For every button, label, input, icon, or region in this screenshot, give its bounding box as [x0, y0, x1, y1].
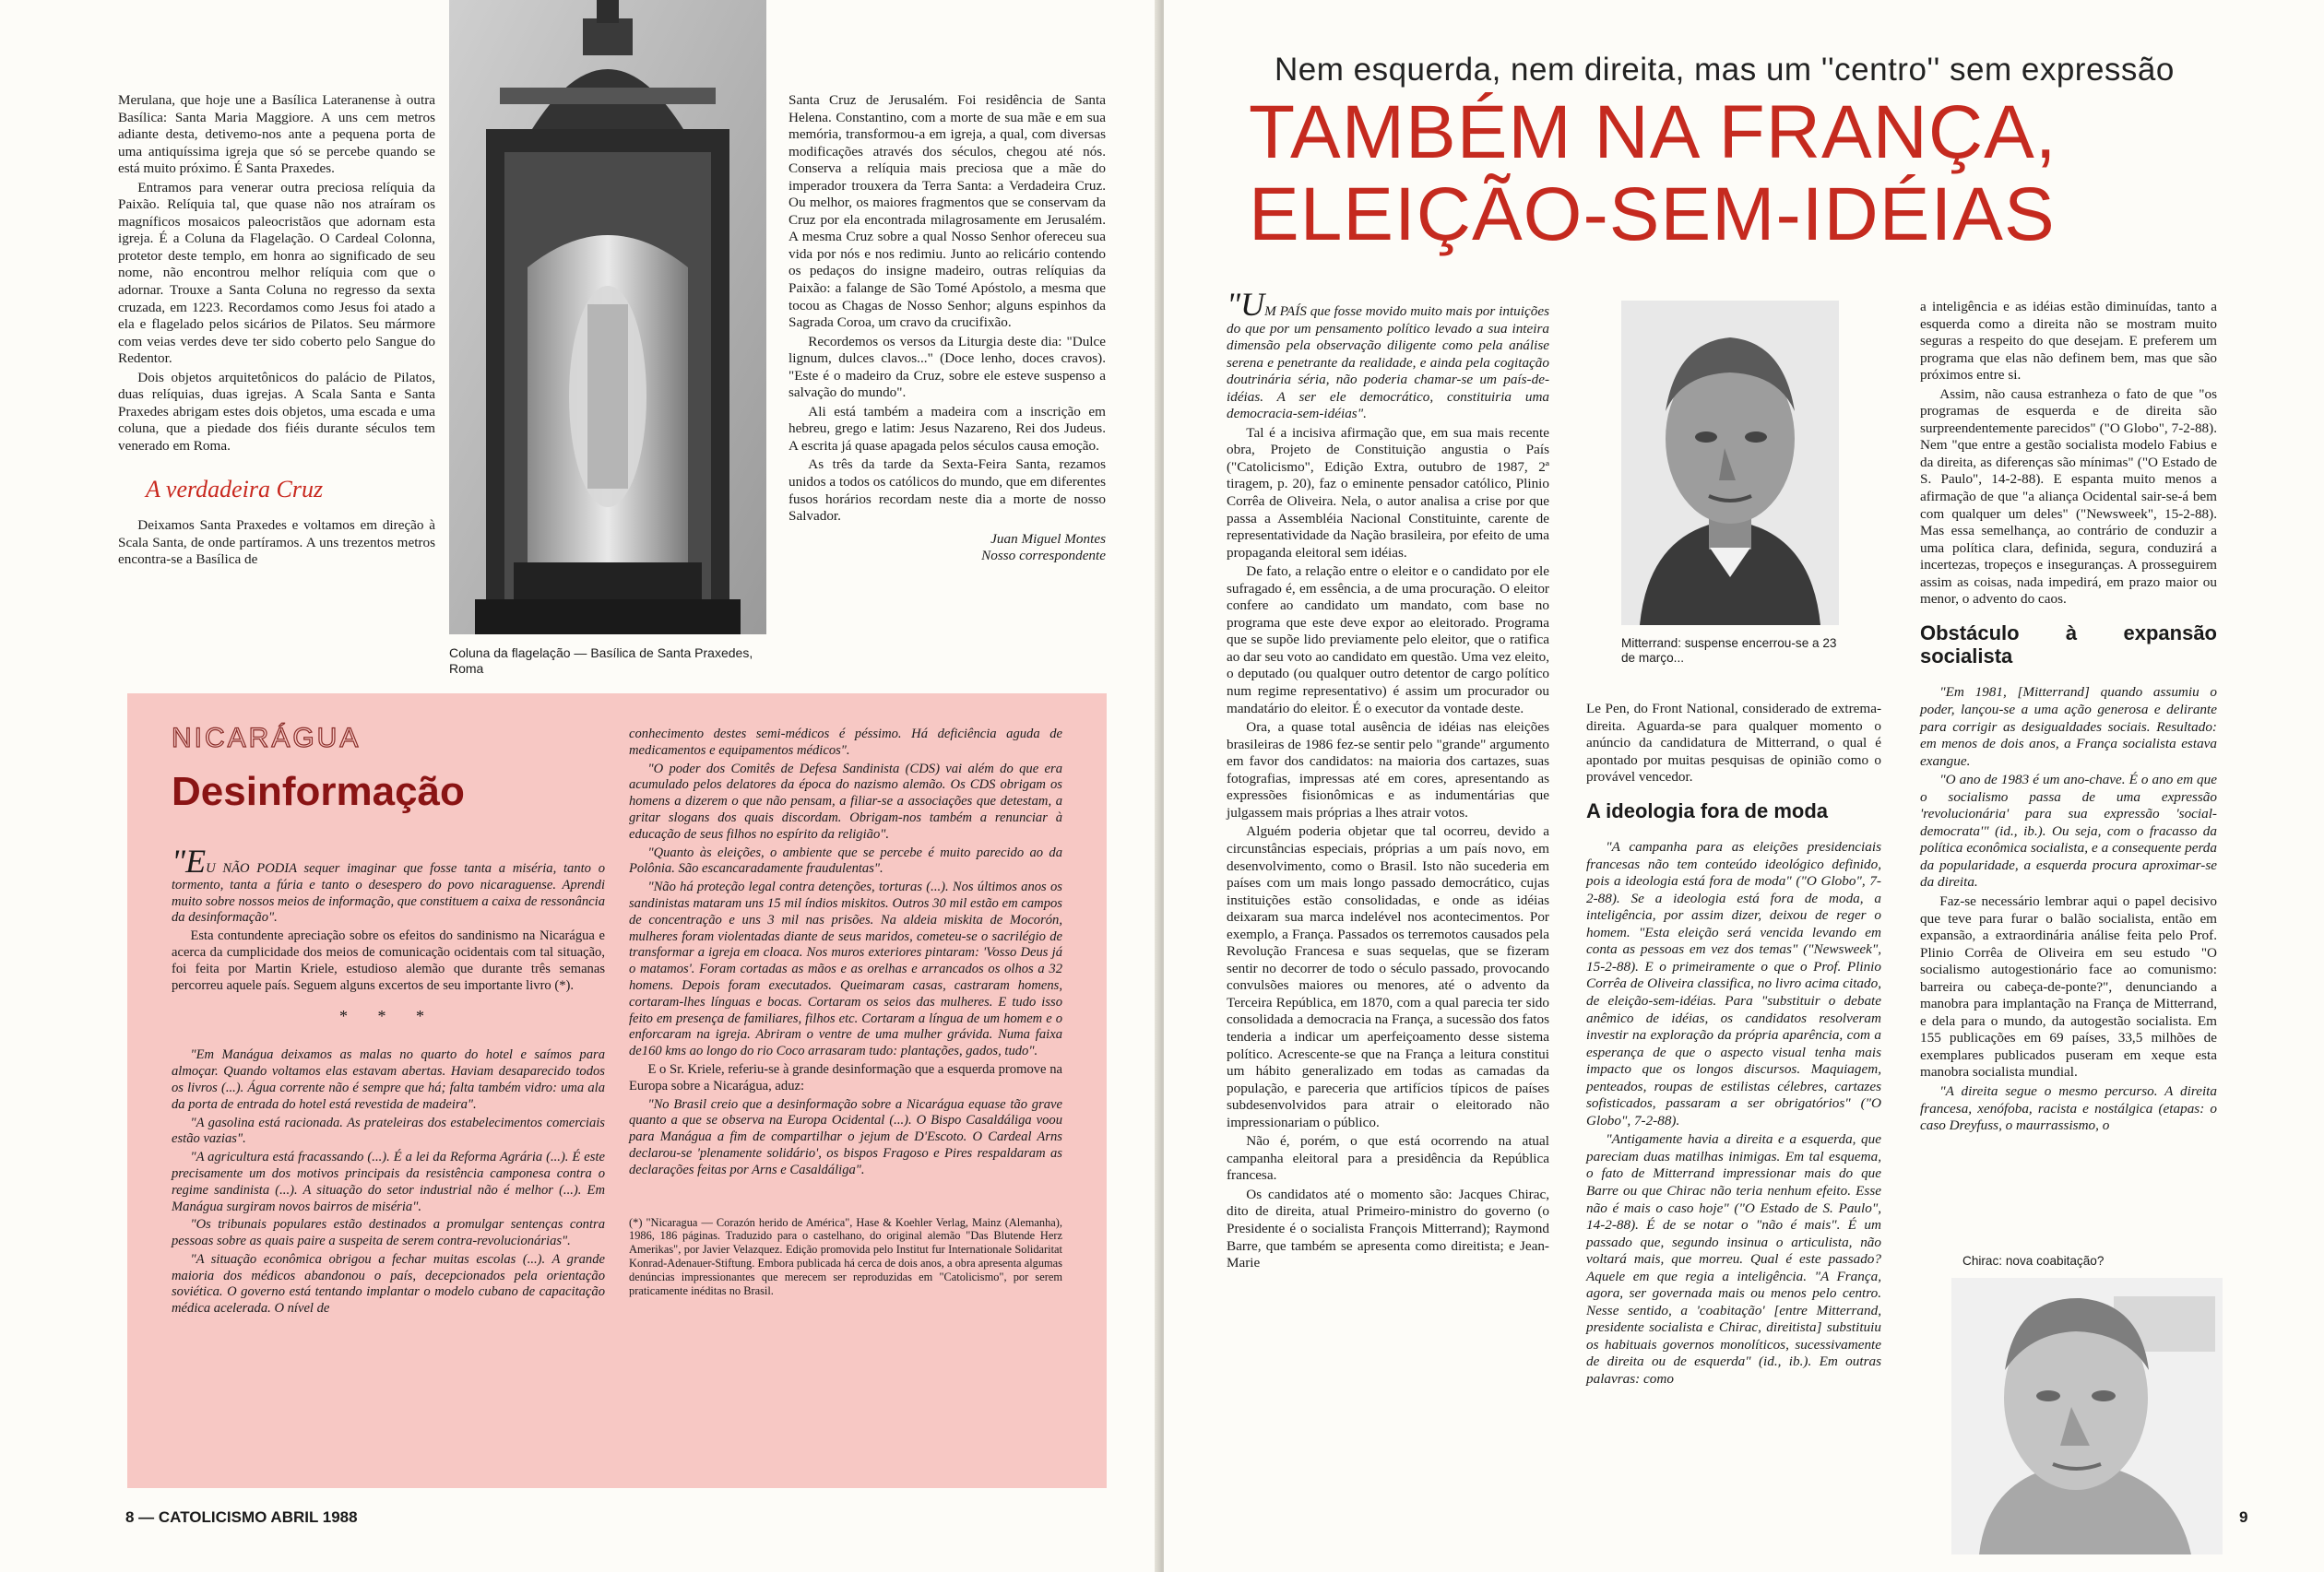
- author-role: Nosso correspondente: [981, 548, 1106, 564]
- lead-quote: [1227, 286, 1549, 423]
- paragraph: Merulana, que hoje une a Basílica Lateranense à outra Basílica: Santa Maria Maggiore. A uns cem metros adiante desta, detivemo-nos ante a pequena porta de uma antiquíssima igreja que só se percebe quando se está muito próximo. É Santa Praxedes.: [118, 92, 435, 177]
- chirac-portrait: [1951, 1278, 2223, 1554]
- drop-cap: "U: [1227, 286, 1265, 323]
- paragraph: Assim, não causa estranheza o fato de que "os programas de esquerda e de direita são surpreendentemente parecidos" ("O Globo", 7-2-88). Nem "que entre a gestão socialista modelo Fabius e da direita, as diferenças são mínimas" ("O Estado de S. Paulo", 14-2-88). E espanta muito menos a afirmação de que "a aliança Ocidental sair-se-á bem com qualquer um deles" ("Newsweek", 15-2-88). Mas essa semelhança, ao contrário de conduzir a uma política clara, definida, segura, conduzirá a incertezas, tropeços e inseguranças. A prosseguirem assim as coisas, nada impedirá, em prazo maior ou menor, o advento do caos.: [1920, 385, 2217, 608]
- right-page: [1164, 0, 2324, 1572]
- photo-caption: Mitterrand: suspense encerrou-se a 23 de março...: [1621, 636, 1837, 666]
- section-subhead: Obstáculo à expansão socialista: [1920, 621, 2217, 668]
- page-number: 9: [2239, 1508, 2248, 1526]
- paragraph: Deixamos Santa Praxedes e voltamos em direção à Scala Santa, de onde partíramos. A uns trezentos metros encontra-se a Basílica de: [118, 517, 435, 568]
- paragraph: Entramos para venerar outra preciosa relíquia da Paixão. Relíquia tal, que quase não nos atraíram os magníficos mosaicos paleocristãos que adornam esta igreja. É a Coluna da Flagelação. O Cardeal Colonna, protetor deste templo, em honra ao significado de seu nome, não encontrou melhor relíquia com que o adornar. Trouxe a Santa Coluna no regresso da sexta cruzada, em 1223. Recordamos como Jesus foi atado a ela e flagelado pelos sicários de Pilatos. Seu mármore com veias verdes deve ter sido coberto pelo Sangue do Redentor.: [118, 179, 435, 367]
- paragraph: Ora, a quase total ausência de idéias nas eleições brasileiras de 1986 fez-se sentir pelo "grande" argumento em favor dos candidatos: na maioria dos cartazes, suas fotografias, impressas até em cores, apresentando as expressões fisionômicas e as indumentárias que julgassem mais próprias a lhes atrair votos.: [1227, 719, 1549, 821]
- quote-paragraph: "A direita segue o mesmo percurso. A direita francesa, xenófoba, racista e nostálgica (etapas: o caso Dreyfuss, o maurrassismo, o: [1920, 1083, 2217, 1134]
- quote-paragraph: "Em 1981, [Mitterrand] quando assumiu o poder, lançou-se a uma ação generosa e delirante para corrigir as desigualdades sociais. Resultado: em menos de dois anos, a França socialista estava exangue.: [1920, 684, 2217, 769]
- quote-paragraph: "No Brasil creio que a desinformação sobre a Nicarágua equase tão grave quanto a que se observa na Europa Ocidental (...). O Bispo Casaldáliga voou para Manágua a fim de compartilhar o jejum de D'Escoto. O Cardeal Arns declarou-se 'plenamente solidário', os bispos Fragoso e Pires respaldaram as declarações feitas por Arns e Casaldáliga".: [629, 1096, 1062, 1177]
- quote-paragraph: "A situação econômica obrigou a fechar muitas escolas (...). A grande maioria dos médicos abandonou o país, decepcionados pela orientação soviética. O governo está tentando implantar o modelo cubano de capacitação médica acelerada. O nível de: [172, 1251, 605, 1317]
- lead-text: U NÃO PODIA sequer imaginar que fosse tanta a miséria, tanto o tormento, tanta a fúria e tanto o desespero do povo nicaraguense. Aprendi muito sobre nossos meios de informação, que constituem a caixa de ressonância da desinformação".: [172, 861, 605, 926]
- paragraph: Alguém poderia objetar que tal ocorreu, devido a circunstâncias especiais, próprias a um país novo, em desenvolvimento, como o Brasil. Isto não sucederia em países com um mais longo passado democrático, cujas instituições estão consolidadas, e onde as idéias deixaram sua marca indelével nos acontecimentos. Por exemplo, a França. Passados os terremotos causados pela Revolução Francesa e suas sequelas, que se fizeram sentir no decorrer de todo o século passado, provocando convulsões maiores ou menores, até o advento da Terceira República, em 1870, com a qual parecia ter sido consolidada a democracia na França, a sucessão dos fatos tenderia a indicar um aperfeiçoamento desse sistema político. Acrescente-se que na França a leitura constitui um hábito generalizado em todas as camadas da população, e pareceria que artifícios típicos de países subdesenvolvidos para atrair o eleitorado não impressionariam o público.: [1227, 823, 1549, 1130]
- quote-paragraph: "A campanha para as eleições presidenciais francesas não tem conteúdo ideológico definido, pois a ideologia está fora de moda" ("O Globo", 7-2-88). Se a ideologia está fora de moda, a inteligência, por assim dizer, deixou de reger o homem. "Esta eleição será vencida levando em conta as pessoas em vez dos temas" ("Newsweek", 15-2-88). E o primeiramente o que o Prof. Plinio Corrêa de Oliveira classifica, no livro acima citado, de eleição-sem-idéias. Para "substituir o debate anêmico de idéias, os candidatos resolveram investir na exploração da própria aparência, com a esperança de que o aspecto visual tenha mais impacto que os longos discursos. Maquiagem, penteados, roupas de estilistas célebres, cartazes sofisticados, passaram a ser obrigatórios" ("O Globo", 7-2-88).: [1586, 839, 1881, 1129]
- article-column-2: [1586, 701, 1881, 1390]
- headline-kicker: Nem esquerda, nem direita, mas um ''centro'' sem expressão: [1275, 52, 2175, 88]
- paragraph: E o Sr. Kriele, referiu-se à grande desinformação que a esquerda promove na Europa sobre a Nicarágua, aduz:: [629, 1061, 1062, 1093]
- quote-paragraph: conhecimento destes semi-médicos é péssimo. Há deficiência aguda de medicamentos e equipamentos médicos".: [629, 727, 1062, 758]
- paragraph: Faz-se necessário lembrar aqui o papel decisivo que teve para furar o balão socialista, então em expansão, a extraordinária análise feita pelo Prof. Plinio Corrêa de Oliveira em seu estudo "O socialismo autogestionário face ao comunismo: barreira ou cabeça-de-ponte?", denunciando a manobra para implantação na França de Mitterrand, e dela para o mundo, da autogestão socialista. Em 155 publicações em 69 países, 33,5 milhões de exemplares publicados puseram em xeque esta manobra socialista mundial.: [1920, 893, 2217, 1081]
- paragraph: Os candidatos até o momento são: Jacques Chirac, dito de direita, atual Primeiro-ministro do governo (o Presidente é o socialista François Mitterrand); Raymond Barre, que também se apresenta como direitista; e Jean-Marie: [1227, 1186, 1549, 1271]
- paragraph: Dois objetos arquitetônicos do palácio de Pilatos, duas relíquias, duas igrejas. A Scala Santa e Santa Praxedes abrigam estes dois objetos, uma escada e uma coluna, que a piedade dos fiéis durante séculos tem venerado em Roma.: [118, 369, 435, 454]
- paragraph: Não é, porém, o que está ocorrendo na atual campanha eleitoral para a presidência da República francesa.: [1227, 1133, 1549, 1184]
- photo-caption: Chirac: nova coabitação?: [1962, 1254, 2105, 1268]
- paragraph: Le Pen, do Front National, considerado de extrema-direita. Aguarda-se para qualquer momento o anúncio da candidatura de Mitterrand, o qual é apontado por muitas pesquisas de opinião como o provável vencedor.: [1586, 701, 1881, 786]
- article-column-3: [1920, 299, 2217, 1137]
- section-separator: * * *: [339, 1007, 437, 1026]
- headline-line-2: ELEIÇÃO-SEM-IDÉIAS: [1249, 171, 2056, 256]
- drop-cap: "E: [172, 843, 207, 880]
- chirac-photo: [1951, 1278, 2223, 1554]
- column-reliquary-image: [449, 0, 766, 634]
- quote-paragraph: "Não há proteção legal contra detenções, torturas (...). Nos últimos anos os sandinistas mataram uns 15 mil índios miskitos. Outros 30 mil estão em campos de concentração e uns 3 mil nas prisões. Na aldeia miskita de Mocorón, mulheres foram violentadas diante de seus maridos, cometeu-se o sacrilégio de transformar a igreja em cloaca. Nos muros exteriores pintaram: 'Vosso Deus já o matamos'. Foram cortadas as mãos e as orelhas e arrancados os olhos a 32 homens. Depois foram executados. Queimaram casas, castraram homens, cortaram-lhes línguas e bocas. Cortaram os seios das mulheres. E tudo isso feito em presença de familiares, filhos etc. Cortaram a língua de um homem e o enforcaram na igreja. Abriram o ventre de uma mulher grávida. Numa faixa de160 kms ao longo do rio Coco arrasaram tudo: plantações, gados, tudo".: [629, 880, 1062, 1059]
- quote-paragraph: "Em Manágua deixamos as malas no quarto do hotel e saímos para almoçar. Quando voltamos elas estavam abertas. Haviam desaparecido todos os livros (...). Água corrente não é sempre que há; falta também vidro: uma ala da porta de entrada do hotel está revestida de madeira".: [172, 1047, 605, 1112]
- nicaragua-sidebar-box: [127, 693, 1107, 1488]
- paragraph: a inteligência e as idéias estão diminuídas, tanto a esquerda como a direita não se mostram muito seguras a respeito do que desejam. E preferem um programa que elas não definem bem, mas que são próximos entre si.: [1920, 299, 2217, 384]
- quote-paragraph: "A agricultura está fracassando (...). É a lei da Reforma Agrária (...). É este precisamente um dos motivos principais da resistência camponesa contra o regime sandinista (...). A situação do setor industrial não é melhor (...). Em Manágua surgiram novos bairros de miséria".: [172, 1150, 605, 1214]
- article-column-3: [788, 92, 1106, 565]
- article-column-1: [118, 92, 435, 571]
- sidebar-column-2: [629, 727, 1062, 1298]
- quote-paragraph: "A gasolina está racionada. As prateleiras dos estabelecimentos comerciais estão vazias".: [172, 1115, 605, 1147]
- paragraph: Santa Cruz de Jerusalém. Foi residência de Santa Helena. Constantino, com a morte de sua mãe e em sua memória, transformou-a em igreja, a qual, com diversas modificações através dos séculos, chegou até nós. Conserva a relíquia mais preciosa que a mãe do imperador trouxera da Terra Santa: a Verdadeira Cruz. Ou melhor, os maiores fragmentos que se conservam da Cruz por ela encontrada milagrosamente em Jerusalém. A mesma Cruz sobre a qual Nosso Senhor ofereceu sua vida por nós e nos redimiu. Junto ao relicário contendo os pedaços do insigne madeiro, outras relíquias da Paixão: a falange de São Tomé Apóstolo, a mesma que tocou as Chagas de Nosso Senhor; alguns espinhos da Sagrada Coroa, um cravo da crucifixão.: [788, 92, 1106, 331]
- column-reliquary-photo: [449, 0, 766, 634]
- paragraph: Ali está também a madeira com a inscrição em hebreu, grego e latim: Jesus Nazareno, Rei dos Judeus. A escrita já quase apagada pelos séculos causa emoção.: [788, 403, 1106, 454]
- mitterrand-photo: [1621, 301, 1839, 625]
- page-footer: 8 — CATOLICISMO ABRIL 1988: [125, 1508, 358, 1526]
- paragraph: Tal é a incisiva afirmação que, em sua mais recente obra, Projeto de Constituição angustia o País ("Catolicismo", Edição Extra, outubro de 1987, 2ª tiragem, p. 20), faz o eminente pensador católico, Plinio Corrêa de Oliveira. Nela, o autor analisa a crise por que passa a Assembléia Nacional Constituinte, carente de representatividade da Nação brasileira, por efeito de uma propaganda eleitoral sem idéias.: [1227, 424, 1549, 561]
- main-headline: [1249, 92, 2057, 255]
- quote-paragraph: "O ano de 1983 é um ano-chave. É o ano em que o socialismo passa de uma expressão 'revolucionária' para sua expressão 'social-democrata'" (id., ib.). Ou seja, com o fracasso da política econômica socialista, e a consequente perda da popularidade, a esquerda procura aproximar-se da direita.: [1920, 772, 2217, 891]
- mitterrand-portrait: [1621, 301, 1839, 625]
- sidebar-title: Desinformação: [172, 769, 465, 814]
- quote-paragraph: "Antigamente havia a direita e a esquerda, que pareciam duas matilhas inimigas. Em tal esquema, o fato de Mitterrand impressionar mais do que Barre ou que Chirac não teria nenhum efeito. Esse não é mais o caso hoje" ("O Estado de S. Paulo", 14-2-88). É de se notar o "não é mais". É um passado que, segundo insinua o articulista, não voltará mais, que morreu. Qual é este passado? Aquele em que regia a inteligência. "A França, agora, ser governada mais ou menos pelo centro. Nesse sentido, a 'coabitação' [entre Mitterrand, presidente socialista e Chirac, direitista] substituiu os habituais governos monolíticos, sucessivamente de direita ou de esquerda" (id., ib.). Em outras palavras: como: [1586, 1131, 1881, 1387]
- section-subhead: A verdadeira Cruz: [146, 476, 324, 503]
- quote-paragraph: "Os tribunais populares estão destinados a promulgar sentenças contra pessoas sobre as quais paire a suspeita de serem contra-revolucionárias".: [172, 1217, 605, 1249]
- left-page: [0, 0, 1160, 1572]
- photo-caption: Coluna da flagelação — Basílica de Santa Praxedes, Roma: [449, 645, 753, 676]
- paragraph: Esta contundente apreciação sobre os efeitos do sandinismo na Nicarágua e acerca da cumplicidade dos meios de comunicação ocidentais com tal situação, foi feita por Martin Kriele, estudioso alemão que durante três semanas percorreu aquele país. Seguem alguns excertos de seu importante livro (*).: [172, 928, 605, 993]
- paragraph: As três da tarde da Sexta-Feira Santa, rezamos unidos a todos os católicos do mundo, que em diferentes fusos horários recordam neste dia a morte de nosso Salvador.: [788, 456, 1106, 525]
- footnote: (*) "Nicaragua — Corazón herido de América", Hase & Koehler Verlag, Mainz (Alemanha), 1986, 186 páginas. Traduzido para o castelhano, do original alemão "Das Blutende Herz Amerikas", por Javier Velazquez. Edição promovida pelo Institut fur Internationale Solidaritat Konrad-Adenauer-Stiftung. Embora publicada há cerca de dois anos, a obra apresenta algumas denúncias impressionantes que merecem ser reproduzidas em "Catolicismo", por serem praticamente inéditas no Brasil.: [629, 1215, 1062, 1297]
- article-column-1: [1227, 286, 1549, 1274]
- lead-text: M PAÍS que fosse movido muito mais por intuições do que por um pensamento político levado a sua inteira dimensão pela observação diligente como pela análise serena e penetrante da realidade, e ainda pela cogitação doutrinária séria, não poderia chamar-se um país-de-idéias. A ser ele democrático, constituiria uma democracia-sem-idéias".: [1227, 303, 1549, 422]
- quote-paragraph: "O poder dos Comitês de Defesa Sandinista (CDS) vai além do que era acumulado pelos delatores da época do nazismo alemão. Os CDS obrigam os homens a dizerem o que não pensam, a filiar-se a associações que detestam, a gritar slogans dos quais discordam. Obrigam-nos também a renunciar à educação de seus filhos no espírito da religião".: [629, 761, 1062, 842]
- section-subhead: A ideologia fora de moda: [1586, 798, 1828, 822]
- sidebar-column-1: [172, 843, 605, 1319]
- section-tag: NICARÁGUA: [172, 723, 362, 753]
- lead-quote: [172, 843, 605, 927]
- author-name: Juan Miguel Montes: [990, 530, 1106, 547]
- paragraph: Recordemos os versos da Liturgia deste dia: "Dulce lignum, dulces clavos..." (Doce lenho, doces cravos). "Este é o madeiro da Cruz, sobre ele esteve suspenso a salvação do mundo".: [788, 333, 1106, 401]
- headline-line-1: TAMBÉM NA FRANÇA,: [1249, 90, 2057, 174]
- paragraph: De fato, a relação entre o eleitor e o candidato por ele sufragado é, em essência, a de uma procuração. O eleitor confere ao candidato um mandato, com base no programa que este deve expor ao eleitorado. Programa que se supõe lido previamente pelo eleitor, que o ratifica ao dar seu voto ao candidato em questão. Uma vez eleito, o deputado (ou qualquer outro detentor de cargo político num regime representativo) é assim um procurador ou mandatário do eleitor. É o executor da vontade deste.: [1227, 563, 1549, 716]
- quote-paragraph: "Quanto às eleições, o ambiente que se percebe é muito parecido ao da Polônia. São escancaradamente fraudulentas".: [629, 845, 1062, 877]
